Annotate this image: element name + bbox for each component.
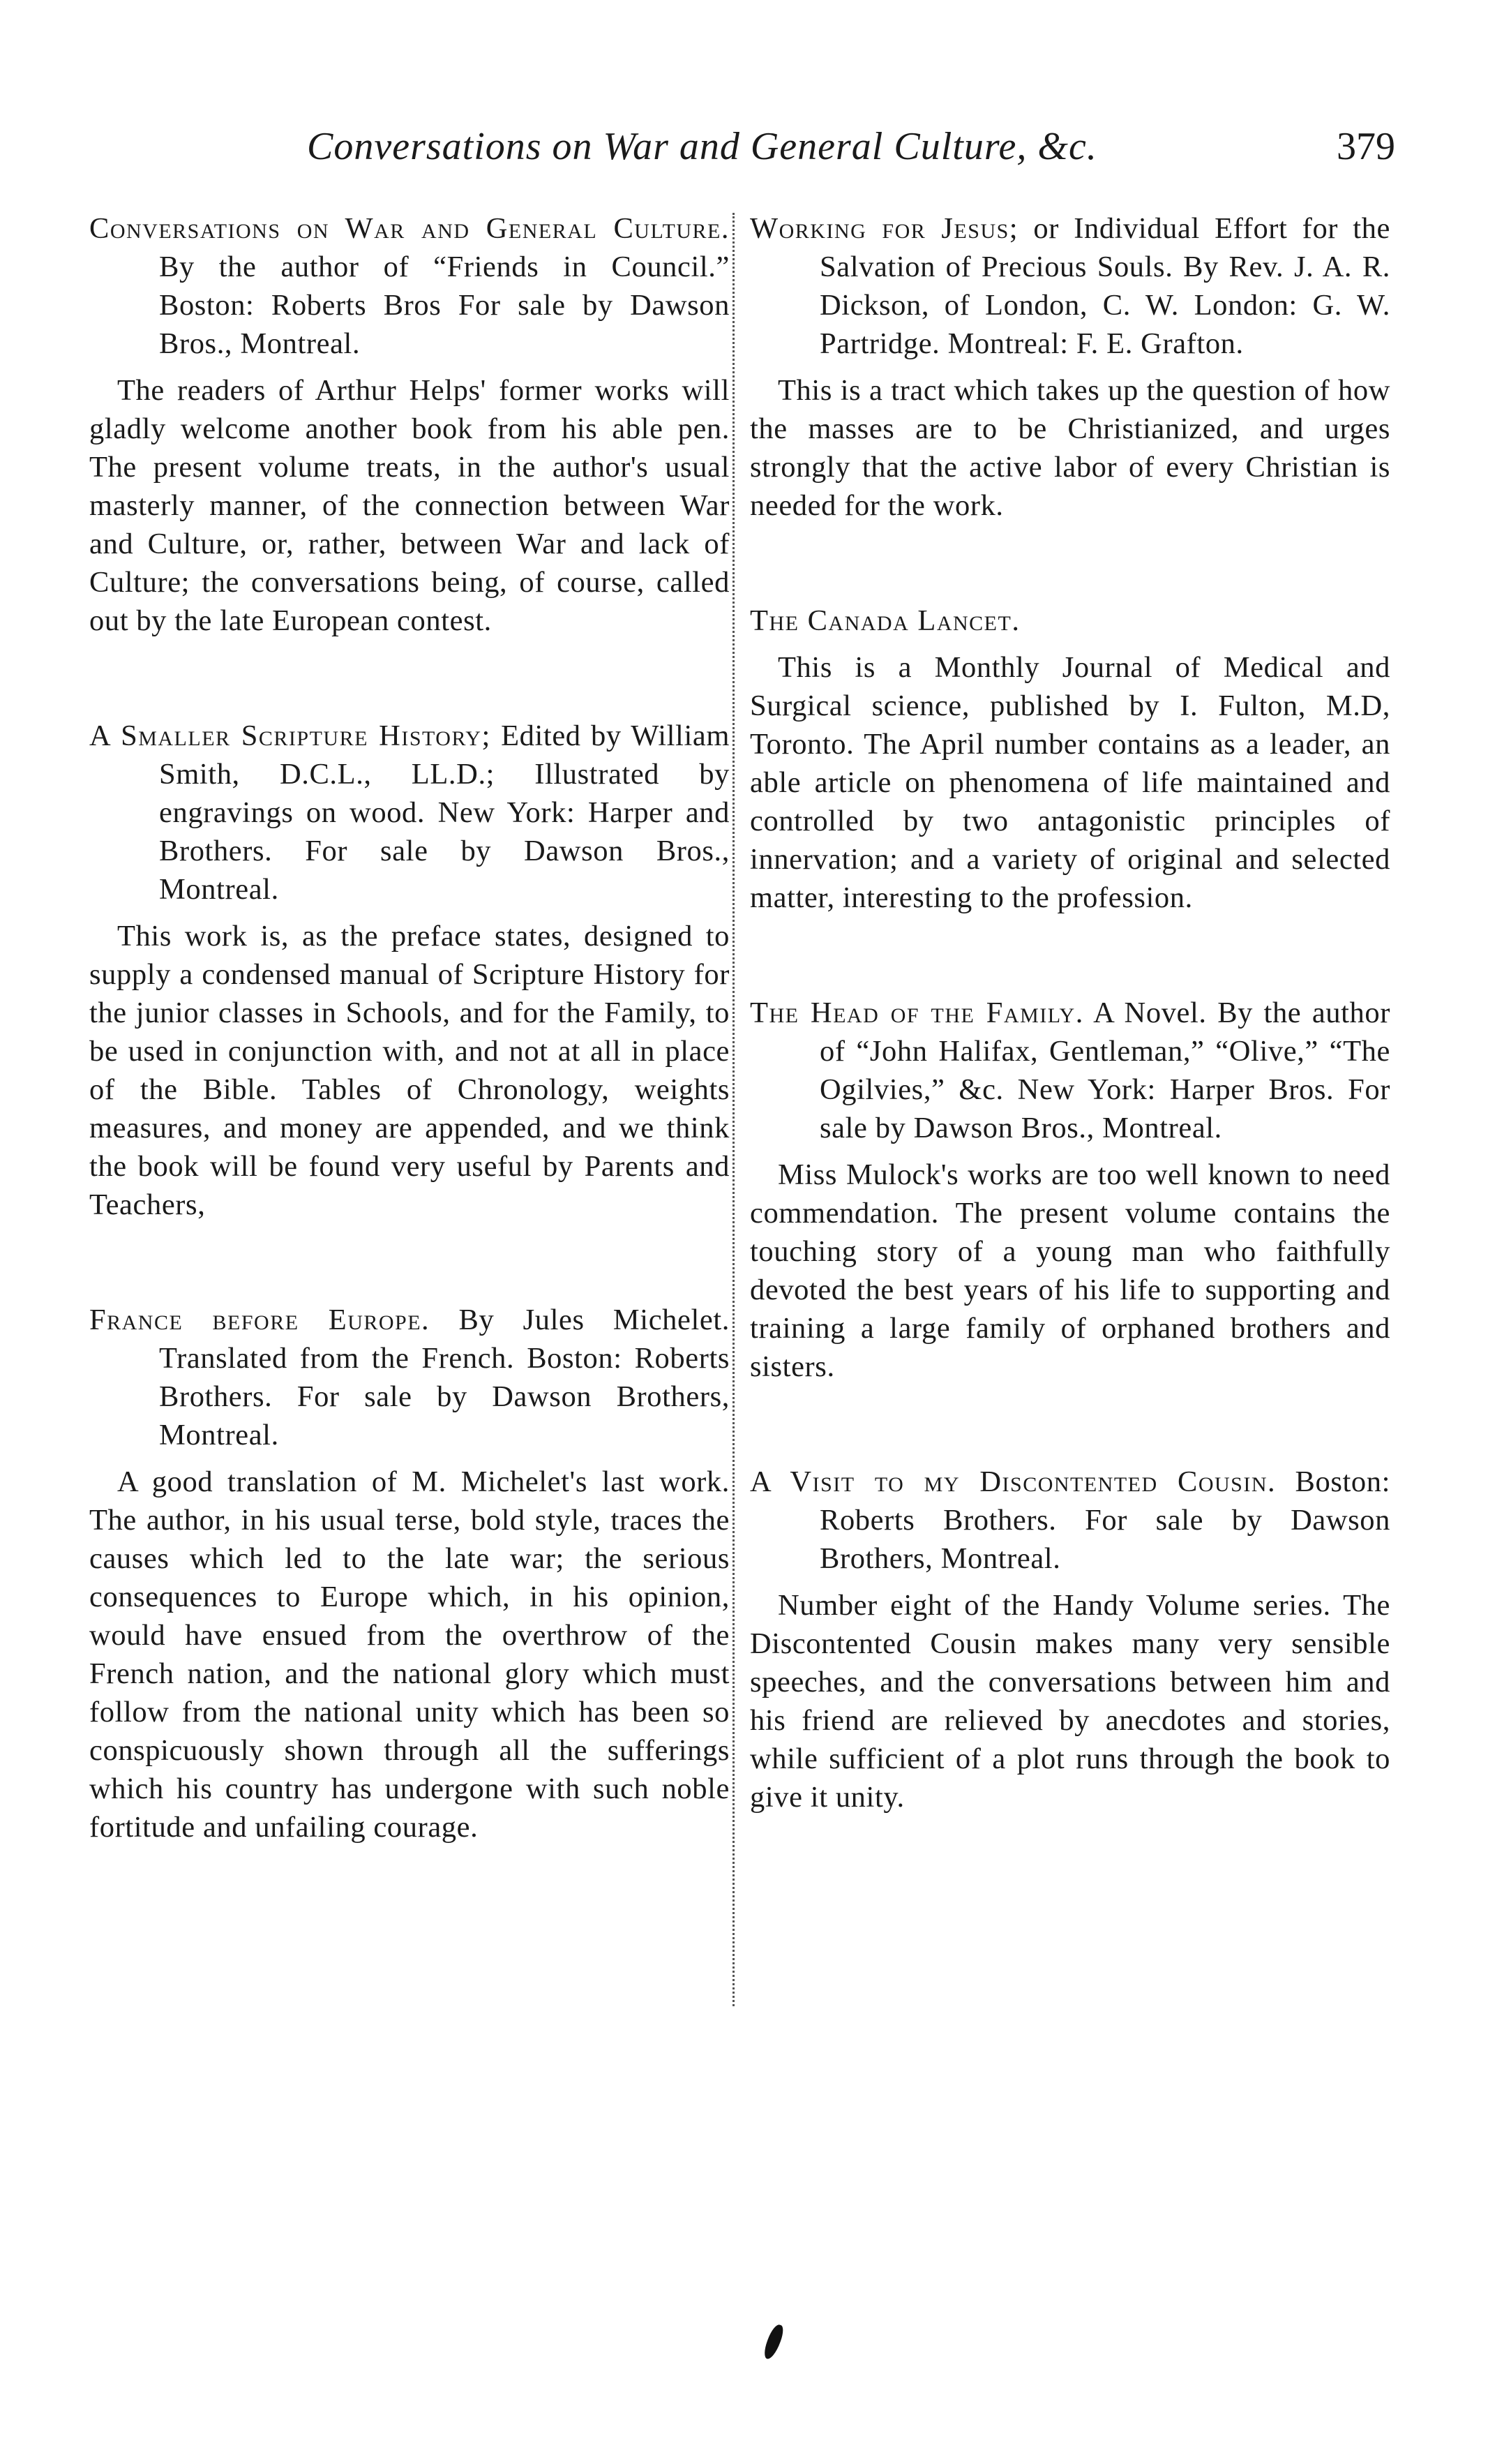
book-details: Boston: Roberts Brothers. For sale by Dawson Brothers, Montreal. [820, 1465, 1390, 1575]
review-entry [89, 1301, 730, 1846]
book-title: France before Europe. [89, 1304, 430, 1336]
review-entry [750, 1463, 1390, 1816]
review-entry [750, 994, 1390, 1386]
entry-heading [750, 994, 1390, 1147]
review-text: Miss Mulock's works are too well known to need commendation. The present volume contains the touching story of a young man who faithfully devoted the best years of his life to supporting and training a large family of orphaned brothers and sisters. [750, 1158, 1390, 1383]
review-entry [750, 209, 1390, 525]
running-head [307, 124, 1395, 187]
entry-heading [89, 717, 730, 909]
review-text: This work is, as the preface states, designed to supply a condensed manual of Scripture History for the junior classes in Schools, and for the Family, to be used in conjunction with, and not at all in place of the Bible. Tables of Chronology, weights measures, and money are appended, and we think the book will be found very useful by Parents and Teachers, [89, 920, 730, 1221]
review-text: Number eight of the Handy Volume series. The Discontented Cousin makes many very sensible speeches, and the conversations between him and his friend are relieved by anecdotes and stories, while sufficient of a plot runs through the book to give it unity. [750, 1589, 1390, 1814]
book-title: Working for Jesus; [750, 212, 1019, 245]
entry-heading [89, 209, 730, 363]
book-title: A Smaller Scripture History; [89, 719, 491, 752]
review-text: A good translation of M. Michelet's last work. The author, in his usual terse, bold style, traces the causes which led to the late war; the serious consequences to Europe which, in his opinion, would have ensued from the overthrow of the French nation, and the national glory which must follow from the national unity which has been so conspicuously shown through all the sufferings which his country has undergone with such noble fortitude and unfailing courage. [89, 1465, 730, 1844]
right-column [750, 209, 1390, 1893]
left-column [89, 209, 730, 1923]
entry-heading [750, 602, 1390, 640]
review-text: This is a tract which takes up the question of how the masses are to be Christianized, and urges strongly that the active labor of every Christian is needed for the work. [750, 374, 1390, 522]
book-title: The Canada Lancet. [750, 604, 1021, 637]
book-details: By the author of “Friends in Council.” Boston: Roberts Bros For sale by Dawson Bros., Montreal. [159, 251, 730, 360]
entry-heading [750, 209, 1390, 363]
review-entry [89, 209, 730, 640]
entry-heading [89, 1301, 730, 1454]
review-entry [750, 602, 1390, 917]
column-divider [732, 213, 735, 2006]
book-title: The Head of the Family. [750, 996, 1084, 1029]
book-details: Edited by William Smith, D.C.L., LL.D.; Illustrated by engravings on wood. New York: Harper and Brothers. For sale by Dawson Bros., Montreal. [159, 719, 730, 906]
review-text: The readers of Arthur Helps' former works will gladly welcome another book from his able pen. The present volume treats, in the author's usual masterly manner, of the connection between War and Culture, or, rather, between War and lack of Culture; the conversations being, of course, called out by the late European contest. [89, 374, 730, 637]
ink-blot-mark [762, 2322, 786, 2361]
page-number: 379 [1337, 125, 1395, 168]
running-title: Conversations on War and General Culture, &c. [307, 125, 1097, 168]
book-title: A Visit to my Discontented Cousin. [750, 1465, 1277, 1498]
book-details: A Novel. By the author of “John Halifax, Gentleman,” “Olive,” “The Ogilvies,” &c. New York: Harper Bros. For sale by Dawson Bros., Montreal. [820, 996, 1390, 1144]
entry-heading [750, 1463, 1390, 1578]
review-text: This is a Monthly Journal of Medical and Surgical science, published by I. Fulton, M.D, Toronto. The April number contains as a leader, an able article on phenomena of life maintained and controlled by two antagonistic principles of innervation; and a variety of original and selected matter, interesting to the profession. [750, 651, 1390, 914]
review-entry [89, 717, 730, 1224]
book-details: By Jules Michelet. Translated from the French. Boston: Roberts Brothers. For sale by Dawson Brothers, Montreal. [159, 1304, 730, 1451]
book-title: Conversations on War and General Culture. [89, 212, 730, 245]
book-details: or Individual Effort for the Salvation of Precious Souls. By Rev. J. A. R. Dickson, of London, C. W. London: G. W. Partridge. Montreal: F. E. Grafton. [820, 212, 1390, 360]
